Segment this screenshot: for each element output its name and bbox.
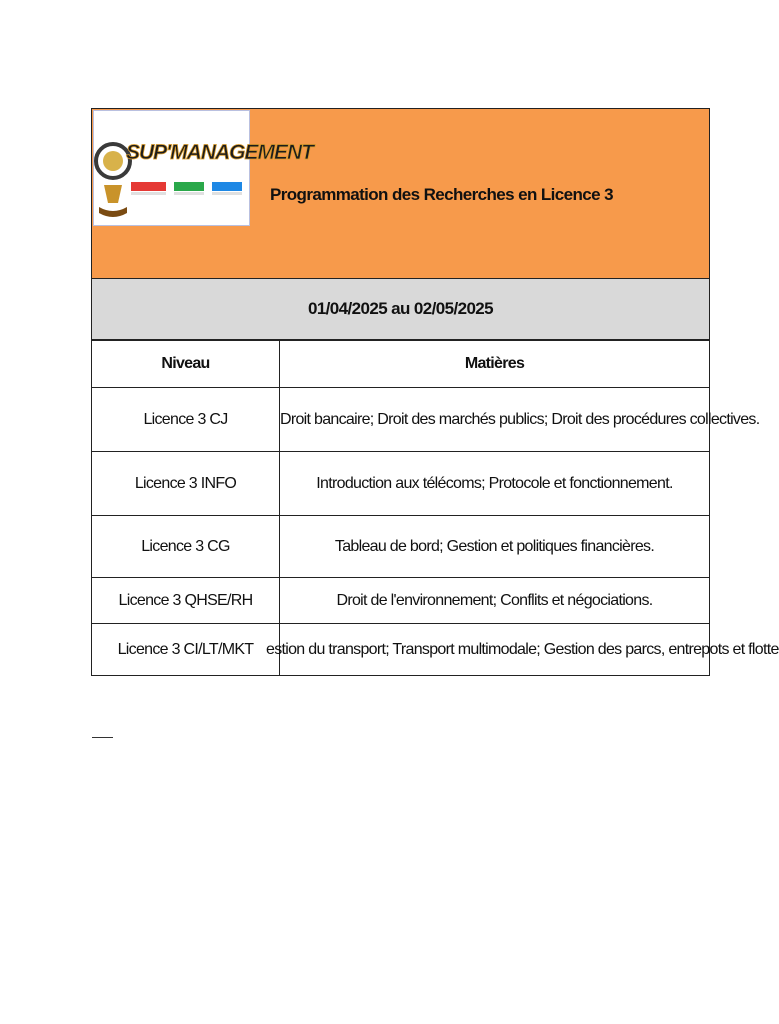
- table-row: [92, 624, 710, 676]
- schedule-sheet: [91, 108, 779, 676]
- column-header-matieres: Matières: [280, 341, 710, 388]
- niveau-cell: Licence 3 CG: [92, 516, 280, 578]
- logo-graphic: [94, 111, 313, 225]
- supmanagement-logo: [93, 110, 313, 226]
- table-row: [92, 578, 710, 624]
- table-row: [92, 452, 710, 516]
- matieres-cell: Droit de l'environnement; Conflits et négociations.: [280, 578, 710, 624]
- matieres-cell: Droit bancaire; Droit des marchés publics; Droit des procédures collectives.: [280, 388, 710, 452]
- matieres-cell: Introduction aux télécoms; Protocole et fonctionnement.: [280, 452, 710, 516]
- niveau-cell: Licence 3 INFO: [92, 452, 280, 516]
- niveau-cell: Licence 3 QHSE/RH: [92, 578, 280, 624]
- table-row: [92, 516, 710, 578]
- matieres-text: estion du transport; Transport multimodale; Gestion des parcs, entrepots et flotte: [266, 640, 779, 658]
- period-row: [91, 279, 710, 340]
- matieres-cell: Tableau de bord; Gestion et politiques financières.: [280, 516, 710, 578]
- header-band: [91, 108, 710, 279]
- column-header-niveau: Niveau: [92, 341, 280, 388]
- divider-mark: [92, 737, 113, 738]
- niveau-cell: Licence 3 CI/LT/MKT: [92, 624, 280, 676]
- table-header-row: [92, 341, 710, 388]
- svg-text:SUP'MANAGEMENT: SUP'MANAGEMENT: [126, 141, 313, 164]
- matieres-cell: [266, 624, 779, 676]
- table-row: [92, 388, 710, 452]
- niveau-cell: Licence 3 CJ: [92, 388, 280, 452]
- subjects-table: [91, 340, 779, 676]
- period-text: 01/04/2025 au 02/05/2025: [307, 299, 494, 318]
- page-title: Programmation des Recherches en Licence 3: [270, 185, 613, 204]
